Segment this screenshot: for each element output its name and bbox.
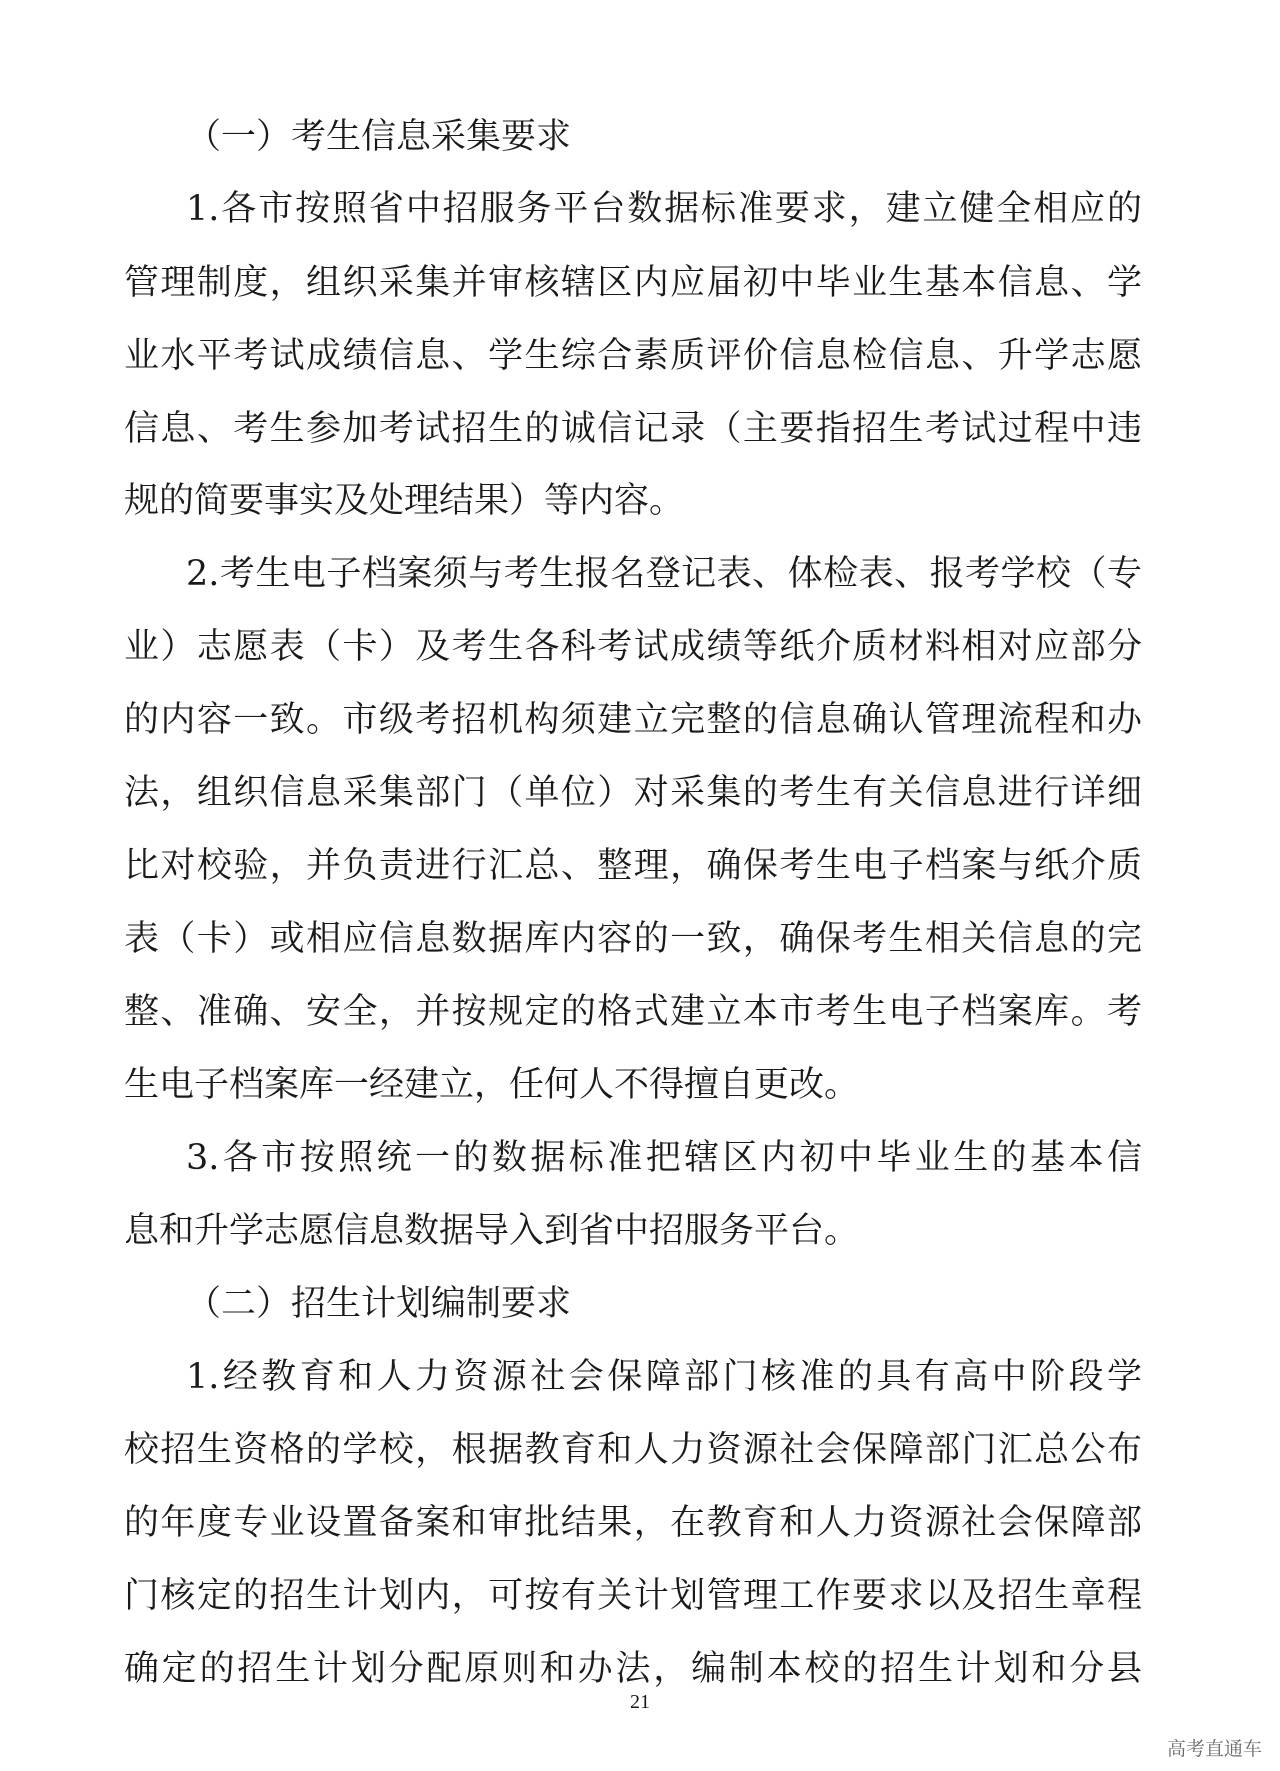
section-heading-2: （二）招生计划编制要求 [186,1284,572,1324]
watermark: 高考直通车 [1166,1738,1262,1760]
paragraph-line: 比对校验，并负责进行汇总、整理，确保考生电子档案与纸介质 [124,846,1142,886]
paragraph-line: 规的简要事实及处理结果）等内容。 [124,481,685,521]
paragraph-line: 信息、考生参加考试招生的诚信记录（主要指招生考试过程中违 [124,409,1142,449]
paragraph-line: 息和升学志愿信息数据导入到省中招服务平台。 [124,1211,860,1251]
paragraph-line: 3.各市按照统一的数据标准把辖区内初中毕业生的基本信 [186,1138,1142,1178]
paragraph-line: 业水平考试成绩信息、学生综合素质评价信息检信息、升学志愿 [124,336,1142,376]
paragraph-line: 确定的招生计划分配原则和办法，编制本校的招生计划和分县 [124,1649,1142,1689]
paragraph-line: 1.经教育和人力资源社会保障部门核准的具有高中阶段学 [186,1357,1142,1397]
paragraph-line: 的内容一致。市级考招机构须建立完整的信息确认管理流程和办 [124,700,1142,740]
paragraph-line: 1.各市按照省中招服务平台数据标准要求，建立健全相应的 [186,189,1142,229]
paragraph-line: 表（卡）或相应信息数据库内容的一致，确保考生相关信息的完 [124,919,1142,959]
paragraph-line: 门核定的招生计划内，可按有关计划管理工作要求以及招生章程 [124,1576,1142,1616]
page-number: 21 [630,1691,650,1713]
paragraph-line: 整、准确、安全，并按规定的格式建立本市考生电子档案库。考 [124,992,1142,1032]
paragraph-line: 校招生资格的学校，根据教育和人力资源社会保障部门汇总公布 [124,1430,1142,1470]
section-heading-1: （一）考生信息采集要求 [186,117,572,157]
paragraph-line: 业）志愿表（卡）及考生各科考试成绩等纸介质材料相对应部分 [124,627,1142,667]
paragraph-line: 管理制度，组织采集并审核辖区内应届初中毕业生基本信息、学 [124,263,1142,303]
paragraph-line: 法，组织信息采集部门（单位）对采集的考生有关信息进行详细 [124,773,1142,813]
paragraph-line: 的年度专业设置备案和审批结果，在教育和人力资源社会保障部 [124,1503,1142,1543]
paragraph-line: 生电子档案库一经建立，任何人不得擅自更改。 [124,1065,860,1105]
paragraph-line: 2.考生电子档案须与考生报名登记表、体检表、报考学校（专 [186,554,1142,594]
